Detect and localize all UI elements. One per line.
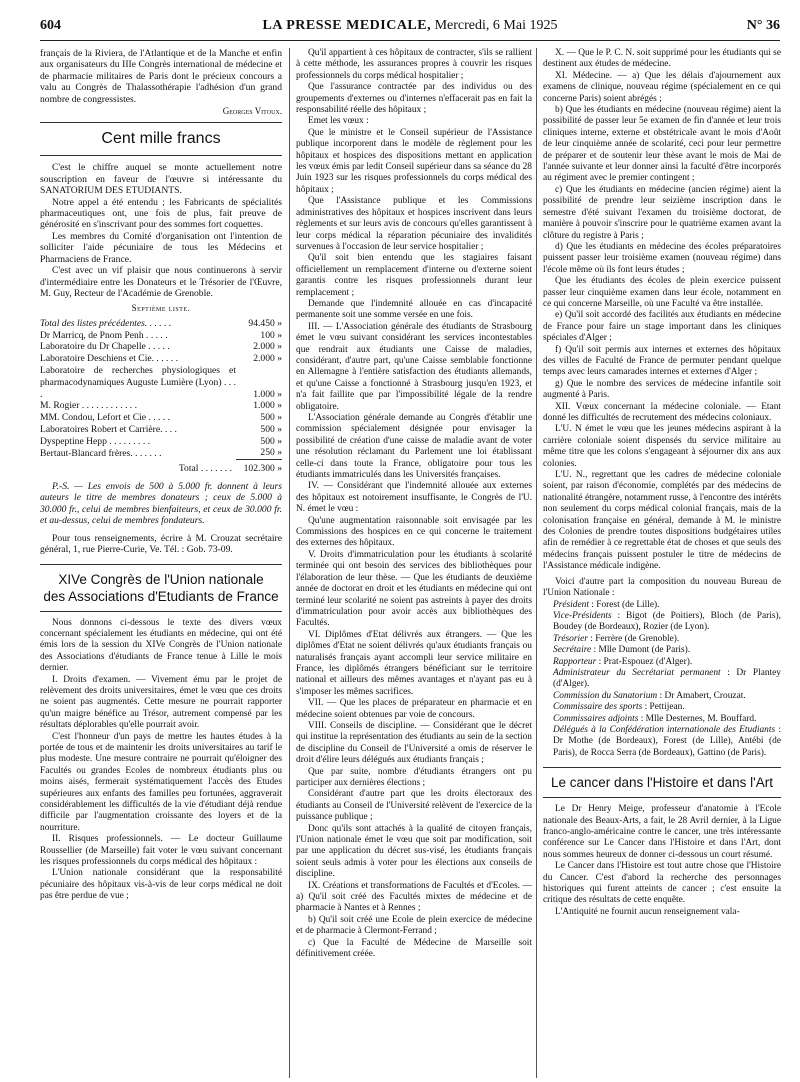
column-right: [536, 48, 781, 1078]
column-middle: [289, 48, 532, 1078]
bureau-role: Trésorier: [553, 633, 588, 644]
subscription-amount: 100 »: [260, 329, 282, 341]
paragraph: français de la Riviera, de l'Atlantique et de la Manche et enfin aux organisateurs du IIIe Congrès international de médecine et de pharmacie militaires de Paris dont le précieux concours a valu au Congrès de Thalassothérapie l'adhésion d'un grand nombre de congressistes.: [40, 48, 282, 105]
issue-date: Mercredi, 6 Mai 1925: [431, 18, 558, 33]
contact-paragraph: Pour tous renseignements, écrire à M. Crouzat secrétaire général, 1, rue Pierre-Curie, Ve. Tél. : Gob. 73-09.: [40, 532, 282, 556]
subscriber-name: Laboratoires Robert et Carrière. . . .: [40, 423, 177, 435]
paragraph: Demande que l'indemnité allouée en cas d'incapacité permanente soit une somme versée en une fois.: [296, 298, 532, 321]
bureau-names: : Mlle Dumont (de Paris).: [591, 645, 691, 656]
paragraph: L'Antiquité ne fournit aucun renseignement vala-: [555, 906, 740, 917]
subscription-row: [40, 365, 282, 400]
subscriber-name: M. Rogier . . . . . . . . . . . .: [40, 400, 138, 412]
section-title-line-1: XIVe Congrès de l'Union nationale: [58, 571, 264, 587]
bureau-names: : Mlle Desternes, M. Bouffard.: [638, 713, 757, 724]
bureau-member: [543, 611, 781, 634]
subscription-row: [40, 412, 282, 424]
bureau-member: [543, 600, 781, 611]
bureau-role: Président: [553, 599, 589, 610]
bureau-role: Commissaires adjoints: [553, 713, 639, 724]
paragraph: L'Association générale demande au Congrès d'établir une commission spécialement désignée pour envisager la possibilité de création d'une caisse de maladie avant de voter une résolution réclamant du Parlement une loi établissant celle-ci dans toute la France, obligatoire pour tous les étudiants immatriculés dans les Universités françaises.: [296, 413, 532, 481]
paragraph: d) Que les étudiants en médecine des écoles préparatoires puissent passer leur troisième examen (nouveau régime) dans l'école même où ils font leurs études ;: [543, 241, 781, 275]
page-header: [40, 18, 780, 41]
subscription-row: [40, 330, 282, 342]
bureau-names: : Prat-Espouez (d'Alger).: [596, 656, 693, 667]
subscription-row: [40, 400, 282, 412]
subscription-row: [40, 341, 282, 353]
bureau-names: : Dr Plantey (d'Alger).: [553, 667, 781, 690]
subscription-row: [40, 424, 282, 436]
bureau-names: : Ferrère (de Grenoble).: [587, 633, 680, 644]
paragraph: Que les étudiants des écoles de plein exercice puissent passer leur cinquième examen dans leur école, notamment en ce qui concerne Marseille, où une Faculté va être installée.: [543, 276, 781, 309]
subscription-row: [40, 318, 282, 330]
section-title-congres: [40, 571, 282, 605]
bureau-member: [543, 668, 781, 691]
subscriber-name: Bertaut-Blancard frères. . . . . . .: [40, 447, 162, 459]
bureau-role: Rapporteur: [553, 656, 597, 667]
subscription-row: [40, 436, 282, 448]
bureau-role: Commission du Sanatorium: [553, 690, 658, 701]
paragraph: Que par suite, nombre d'étudiants étrangers ont pu participer aux dernières élections ;: [296, 766, 532, 788]
bureau-role: Administrateur du Secrétariat permanent: [553, 667, 721, 678]
subscription-row: [40, 353, 282, 365]
paragraph: Notre appel a été entendu ; les Fabricants de spécialités pharmaceutiques ont, une fois de plus, fait preuve de générosité en s'inscrivant pour des sommes fort coquettes.: [40, 196, 282, 231]
subscription-table: [40, 318, 282, 475]
paragraph: g) Que le nombre des services de médecine infantile soit augmenté à Paris.: [543, 378, 781, 401]
columns: [40, 48, 780, 1078]
subscription-amount: 1.000 »: [253, 388, 282, 400]
bureau-names: : Dr Amabert, Crouzat.: [657, 690, 746, 701]
subscription-amount: 250 »: [236, 447, 282, 459]
total-label: Total . . . . . . .: [178, 463, 232, 475]
subscriber-name: Laboratoire du Dr Chapelle . . . . .: [40, 341, 170, 353]
bureau-member: [543, 691, 781, 702]
divider: [543, 797, 781, 798]
paragraph: Donc qu'ils sont attachés à la qualité de citoyen français, l'Union nationale émet le vœu que soit par modification, soit par une application du décret sus-visé, les étudiants français soient seuls admis à voter pour les élections aux conseils de discipline.: [296, 823, 532, 880]
paragraph: Qu'une augmentation raisonnable soit envisagée par les Commissions des hospices en ce qui concerne le traitement des externes des hôpitaux.: [296, 515, 532, 549]
paragraph: III. — L'Association générale des étudiants de Strasbourg émet le vœu suivant considérant les services incontestables que rendrait aux étudiants une Caisse de maladies, considérant, d'autre part, qu'une Caisse semblable fonctionne en Allemagne à l'entière satisfaction des étudiants allemands, et qu'une Caisse a fonctionné à Strasbourg jusqu'en 1923, et n'a fait faillite que par l'impossibilité légale de la rendre obligatoire.: [296, 321, 532, 412]
bureau-names: : Forest (de Lille).: [588, 599, 660, 610]
bureau-names: : Pettijean.: [642, 702, 685, 713]
subscription-amount: 500 »: [260, 435, 282, 447]
bureau-member: [543, 702, 781, 713]
paragraph: b) Que les étudiants en médecine (nouveau régime) aient la possibilité de passer leur 5e examen de fin d'année et leur trois cliniques interne, externe et obstétricale avant le mois d'Août de leur cinquième année de scolarité, ceci pour leur permettre de préparer et de soutenir leur thèse avant le mois de Mai de l'année suivante et leur donner ainsi la faculté d'être incorporés au régiment avec le premier contingent ;: [543, 105, 781, 184]
author-signature: Georges Vitoux.: [222, 106, 282, 117]
column-left: [40, 48, 282, 1078]
subscription-row: [40, 447, 282, 459]
section-title-cent-mille-francs: Cent mille francs: [101, 130, 221, 148]
paragraph: b) Qu'il soit créé une Ecole de plein exercice de médecine et de pharmacie à Clermont-Ferrand ;: [296, 914, 532, 937]
paragraph: Le Dr Henry Meige, professeur d'anatomie à l'Ecole nationale des Beaux-Arts, a fait, le 28 Avril dernier, à la Ligue franco-anglo-américaine contre le cancer, une très intéressante conférence sur Le Cancer dans l'Histoire et dans l'Art, dont nous sommes heureux de donner ci-dessous un court résumé.: [543, 804, 781, 860]
bureau-names: : Dr Mothe (de Bordeaux), Forest (de Lille), Antébi (de Paris), de Rocca Serra (de Bordeaux), Gattino (de Paris).: [553, 724, 781, 758]
subscription-amount: 2.000 »: [253, 341, 282, 353]
paragraph: VIII. Conseils de discipline. — Considérant que le décret qui institue la représentation des étudiants au sein de la section de discipline du Conseil de l'Université a omis de réserver le droit d'élire leurs délégués aux étudiants français ;: [296, 720, 532, 766]
divider: [40, 122, 282, 123]
paragraph: Les membres du Comité d'organisation ont l'intention de solliciter l'aide pécuniaire de tous les Médecins et Pharmaciens de France.: [40, 230, 282, 265]
section-title-line-2: des Associations d'Etudiants de France: [43, 588, 279, 604]
paragraph: V. Droits d'immatriculation pour les étudiants à scolarité terminée qui ont besoin des services des bibliothèques pour l'élaboration de leur thèse. — Que les étudiants de deuxième année de doctorat en droit et les étudiants en médecine qui ont terminé leur scolarité ne soient pas astreints à payer des droits d'immatriculation pour avoir accès aux bibliothèques des Facultés.: [296, 549, 532, 629]
paragraph: e) Qu'il soit accordé des facilités aux étudiants en médecine de France pour faire un stage important dans les cliniques spéciales d'Alger ;: [543, 310, 781, 344]
paragraph: X. — Que le P. C. N. soit supprimé pour les étudiants qui se destinent aux études de médecine.: [543, 48, 781, 70]
divider: [40, 155, 282, 156]
paragraph: L'U. N émet le vœu que les jeunes médecins aspirant à la carrière coloniale soient dispensés du service militaire au même titre que les colons s'engageant à séjourner dix ans aux colonies.: [543, 424, 781, 469]
paragraph: Emet les vœux :: [308, 116, 369, 127]
subscriber-name: MM. Condou, Lefort et Cie . . . . .: [40, 412, 171, 424]
total-row: [40, 460, 282, 475]
paragraph: c) Que les étudiants en médecine (ancien régime) aient la possibilité de prendre leur seizième inscription dans le semestre d'été suivant l'examen du troisième doctorat, de manière à pouvoir s'inscrire pour le quatrième examen avant la clôture du registre à Paris ;: [543, 184, 781, 241]
subscription-amount: 500 »: [260, 423, 282, 435]
journal-name: LA PRESSE MEDICALE,: [262, 18, 432, 33]
subscriber-name: Total des listes précédentes. . . . . .: [40, 317, 172, 329]
bureau-role: Délégués à la Confédération internationale des Etudiants: [553, 724, 776, 735]
bureau-member: [543, 725, 781, 759]
divider: [40, 611, 282, 612]
paragraph: f) Qu'il soit permis aux internes et externes des hôpitaux des villes de Faculté de France de permuter pendant quelque temps avec leurs camarades internes et externes d'Alger ;: [543, 344, 781, 378]
total-amount: 102.300 »: [236, 460, 282, 475]
bureau-list: [543, 600, 781, 760]
bureau-names: : Bigot (de Poitiers), Bloch (de Paris), Boudey (de Bordeaux), Rozier (de Lyon).: [553, 610, 781, 633]
bureau-member: [543, 634, 781, 645]
subscription-amount: 94.450 »: [248, 317, 282, 329]
paragraph: I. Droits d'examen. — Vivement ému par le projet de relèvement des droits universitaires, émet le vœu que ces droits ne soient pas augmentés. Cette mesure ne pourrait rapporter qu'un maigre bénéfice au Trésor, autrement compensé par les résultats déplorables qu'elle pourrait avoir.: [40, 674, 282, 731]
newspaper-page: [40, 18, 780, 1078]
paragraph: Considérant d'autre part que les droits électoraux des étudiants au Conseil de l'Université relèvent de l'exercice de la puissance publique ;: [296, 789, 532, 823]
paragraph: Nous donnons ci-dessous le texte des divers vœux concernant spécialement les étudiants en médecine, qui ont été émis lors de la session du XIVe Congrès de l'Union nationale des Associations d'étudiants de France tenue à Lille le mois dernier.: [40, 617, 282, 674]
issue-number: N° 36: [746, 18, 780, 33]
paragraph: Le Cancer dans l'Histoire est tout autre chose que l'Histoire du Cancer. C'est d'abord la recherche des personnages historiques qui furent atteints de cancer ; c'est ensuite la critique des résultats de cette enquête.: [543, 861, 781, 906]
subscriber-name: Laboratoire Deschiens et Cie. . . . . .: [40, 353, 178, 365]
list-title: Septième liste.: [131, 303, 191, 314]
paragraph: VII. — Que les places de préparateur en pharmacie et en médecine soient obtenues par voie de concours.: [296, 698, 532, 720]
subscriber-name: Dr Marricq, de Pnom Penh . . . . .: [40, 329, 168, 341]
paragraph: L'Union nationale considérant que la responsabilité pécuniaire des hôpitaux vis-à-vis de leur corps médical ne doit pas être perdue de vue ;: [40, 868, 282, 902]
paragraph: Qu'il soit bien entendu que les stagiaires faisant officiellement un remplacement d'interne ou d'externe soient garantis contre les risques professionnels durant leur remplacement ;: [296, 253, 532, 298]
subscription-amount: 1.000 »: [253, 400, 282, 412]
paragraph: VI. Diplômes d'Etat délivrés aux étrangers. — Que les diplômes d'Etat ne soient délivrés qu'aux étudiants français ou naturalisés français ayant accompli leur service militaire en France, les diplômés étrangers bénéficiant sur le territoire national et ailleurs des mêmes avantages et n'ayant pas eu à s'imposer les mêmes sacrifices.: [296, 629, 532, 697]
paragraph: IV. — Considérant que l'indemnité allouée aux externes des hôpitaux est notoirement insuffisante, le Congrès de l'U. N. émet le vœu :: [296, 481, 532, 515]
paragraph: IX. Créations et transformations de Facultés et d'Ecoles. — a) Qu'il soit créé des Facultés mixtes de médecine et de pharmacie à Nantes et à Rennes ;: [296, 880, 532, 914]
paragraph: Que l'Assistance publique et les Commissions administratives des hôpitaux et hospices inscrivent dans leurs règlements et sur leurs avis de concours qu'elles garantissent à leur corps médical la réparation pécuniaire des invalidités survenues à l'occasion de leur service hospitalier ;: [296, 196, 532, 252]
paragraph: XII. Vœux concernant la médecine coloniale. — Etant donné les difficultés de recrutement des médecins coloniaux.: [543, 401, 781, 423]
bureau-role: Vice-Présidents: [553, 610, 612, 621]
postscript: P.-S. — Les envois de 500 à 5.000 fr. donnent à leurs auteurs le titre de membres donateurs ; ceux de 5.000 à 30.000 fr., celui de membres bienfaiteurs, et ceux de 30.000 fr. et au-dessus, celui de membres fondateurs.: [40, 481, 282, 527]
paragraph: Que l'assurance contractée par des individus ou des groupements d'externes ou d'internes n'effacerait pas en fait la responsabilité réelle des hôpitaux ;: [296, 82, 532, 116]
subscriber-name: Laboratoire de recherches physiologiques et pharmacodynamiques Auguste Lumière (Lyon) . . . .: [40, 364, 236, 400]
paragraph: II. Risques professionnels. — Le docteur Guillaume Roussellier (de Marseille) fait voter le vœu suivant concernant les risques professionnels du corps médical des hôpitaux :: [40, 834, 282, 868]
divider: [543, 767, 781, 768]
paragraph: Qu'il appartient à ces hôpitaux de contracter, s'ils se rallient à cette méthode, les assurances propres à couvrir les risques professionnels du corps médical hospitalier ;: [296, 48, 532, 81]
journal-title: [100, 18, 720, 34]
paragraph: Voici d'autre part la composition du nouveau Bureau de l'Union Nationale :: [543, 576, 781, 599]
section-title-cancer: Le cancer dans l'Histoire et dans l'Art: [550, 775, 773, 791]
paragraph: c) Que la Faculté de Médecine de Marseille soit définitivement créée.: [296, 937, 532, 960]
bureau-role: Commissaire des sports: [553, 702, 643, 713]
page-number: 604: [40, 18, 61, 33]
bureau-member: [543, 657, 781, 668]
divider: [40, 564, 282, 565]
paragraph: C'est le chiffre auquel se monte actuellement notre souscription en faveur de l'œuvre si intéressante du SANATORIUM DES ETUDIANTS.: [40, 162, 282, 197]
paragraph: XI. Médecine. — a) Que les délais d'ajournement aux examens de clinique, nouveau régime (spécialement en ce qui concerne Paris) soient abrégés ;: [543, 70, 781, 104]
subscriber-name: Dyspeptine Hepp . . . . . . . . .: [40, 435, 151, 447]
subscription-amount: 2.000 »: [253, 353, 282, 365]
bureau-member: [543, 645, 781, 656]
paragraph: L'U. N., regrettant que les cadres de médecine coloniale soient, par raison d'économie, complétés par des médecins de nationalité étrangère, notamment russe, à l'encontre des intérêts non seulement du corps médical colonial français, mais de la colonisation française en général, demande à M. le ministre des Colonies de prendre toutes dispositions budgétaires utiles afin de remédier à ce regrettable état de choses et que seuls des médecins français puissent postuler le titre de médecins de l'Assistance médicale indigène.: [543, 470, 781, 572]
bureau-member: [543, 714, 781, 725]
paragraph: Que le ministre et le Conseil supérieur de l'Assistance publique incorporent dans le modèle de règlement pour les hôpitaux et hospices des dispositions mettant en application les vœux émis par ledit Conseil supérieur dans sa séance du 28 Juin 1923 sur les risques professionnels du corps médical des hôpitaux ;: [296, 127, 532, 195]
paragraph: C'est avec un vif plaisir que nous continuerons à servir d'intermédiaire entre les Donateurs et le Trésorier de l'Œuvre, M. Guy, Recteur de l'Académie de Grenoble.: [40, 265, 282, 299]
paragraph: C'est l'honneur d'un pays de mettre les hautes études à la portée de tous et de maintenir les droits universitaires au tarif le plus modeste. Une mesure contraire ne pourrait qu'éloigner des Facultés ou grandes Ecoles de nombreux étudiants plus ou moins aisés, fermerait systématiquement l'accès des Etudes supérieures aux enfants des familles peu fortunées, aggraverait considérablement les difficultés de la vie d'étudiant déjà rendue difficile par l'augmentation croissante des loyers et de la nourriture.: [40, 731, 282, 833]
subscription-amount: 500 »: [260, 412, 282, 424]
bureau-role: Secrétaire: [553, 645, 592, 656]
